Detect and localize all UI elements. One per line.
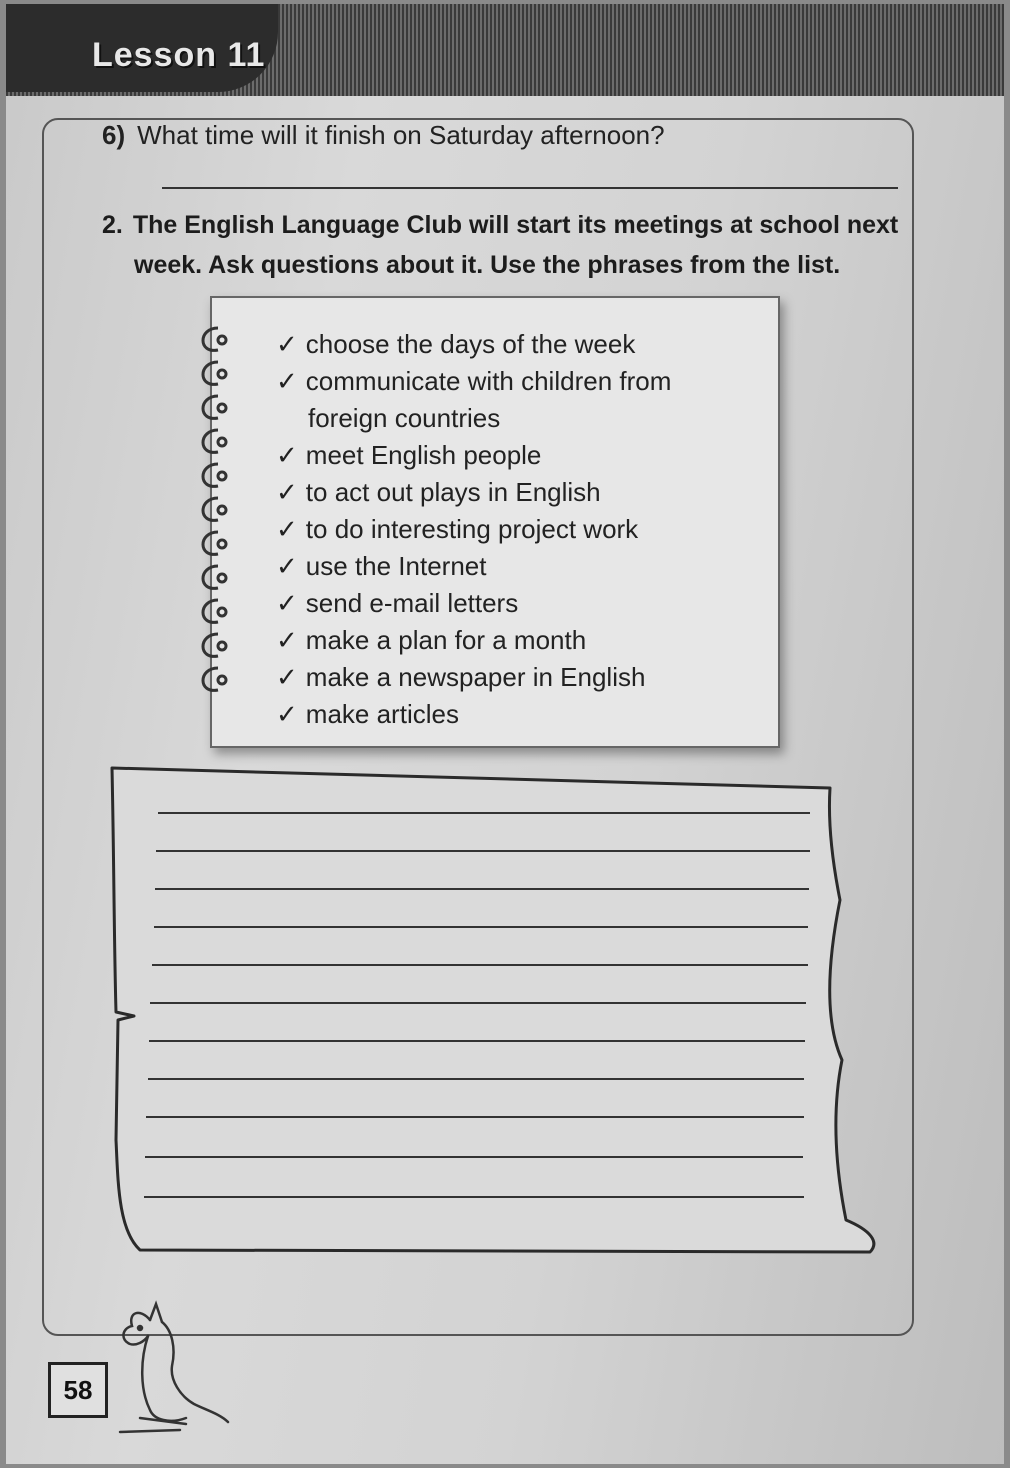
phrase-text: to act out plays in English: [305, 477, 601, 507]
phrase-text: communicate with children from: [305, 366, 672, 396]
checkmark-icon: ✓: [276, 551, 298, 581]
list-item: [276, 326, 671, 363]
list-item: [276, 548, 671, 585]
list-item: [276, 659, 671, 696]
checkmark-icon: ✓: [276, 662, 298, 692]
phrase-text: foreign countries: [308, 403, 501, 433]
checkmark-icon: ✓: [276, 440, 298, 470]
phrase-text: send e-mail letters: [305, 588, 519, 618]
phrase-text: choose the days of the week: [305, 329, 636, 359]
phrase-text: make a newspaper in English: [305, 662, 646, 692]
page-number: 58: [48, 1362, 108, 1418]
question-6-number: 6): [102, 120, 126, 150]
question-6: [102, 120, 665, 151]
answer-line[interactable]: [150, 1002, 806, 1004]
task-2-number: 2.: [102, 211, 123, 239]
answer-line[interactable]: [152, 964, 808, 966]
checkmark-icon: ✓: [276, 329, 298, 359]
phrase-text: meet English people: [305, 440, 542, 470]
answer-line[interactable]: [154, 926, 808, 928]
list-item: [276, 474, 671, 511]
phrase-list: [276, 326, 671, 733]
checkmark-icon: ✓: [276, 699, 298, 729]
phrase-text: make articles: [305, 699, 459, 729]
lesson-title: Lesson 11: [92, 36, 266, 74]
list-item-continuation: [276, 400, 671, 437]
answer-scroll: [100, 760, 890, 1270]
checkmark-icon: ✓: [276, 514, 298, 544]
answer-line[interactable]: [156, 850, 810, 852]
spiral-rings-icon: [196, 320, 246, 710]
answer-line[interactable]: [149, 1040, 805, 1042]
answer-line[interactable]: [148, 1078, 804, 1080]
task-2-line-1: The English Language Club will start its meetings at school next: [132, 211, 899, 239]
answer-line[interactable]: [158, 812, 810, 814]
list-item: [276, 363, 671, 400]
task-2-instructions: [102, 205, 924, 285]
phrase-text: make a plan for a month: [305, 625, 587, 655]
list-item: [276, 511, 671, 548]
list-item: [276, 696, 671, 733]
phrase-text: use the Internet: [305, 551, 487, 581]
checkmark-icon: ✓: [276, 477, 298, 507]
list-item: [276, 437, 671, 474]
question-6-text: What time will it finish on Saturday afternoon?: [137, 120, 665, 150]
phrase-text: to do interesting project work: [305, 514, 639, 544]
checkmark-icon: ✓: [276, 366, 298, 396]
answer-line[interactable]: [144, 1196, 804, 1198]
answer-line[interactable]: [155, 888, 809, 890]
checkmark-icon: ✓: [276, 588, 298, 618]
task-2-line-2: week. Ask questions about it. Use the phrases from the list.: [134, 251, 841, 279]
answer-line[interactable]: [145, 1156, 803, 1158]
kangaroo-icon: [110, 1300, 240, 1440]
checkmark-icon: ✓: [276, 625, 298, 655]
list-item: [276, 585, 671, 622]
answer-line[interactable]: [146, 1116, 804, 1118]
question-6-answer-line[interactable]: [162, 187, 898, 189]
list-item: [276, 622, 671, 659]
